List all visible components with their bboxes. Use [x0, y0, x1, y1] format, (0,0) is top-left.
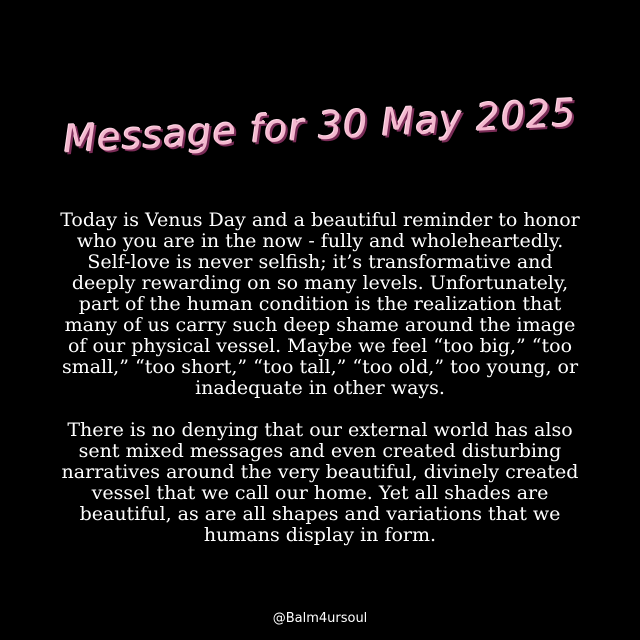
message-title: Message for 30 May 2025 [62, 90, 578, 162]
author-handle: @Balm4ursoul [272, 611, 368, 626]
message-paragraph-1: Today is Venus Day and a beautiful reminder to honor who you are in the now - fully and wholeheartedly. Self-love is never selfish; it’s transformative and deeply rewarding on so many levels. Unfortunately, part of the human condition is the realization that many of us carry such deep shame around the image of our physical vessel. Maybe we feel “too big,” “too small,” “too short,” “too tall,” “too old,” too young, or inadequate in other ways. [60, 209, 580, 399]
message-body [60, 210, 580, 546]
message-paragraph-2: There is no denying that our external world has also sent mixed messages and even created disturbing narratives around the very beautiful, divinely created vessel that we call our home. Yet all shades are beautiful, as are all shapes and variations that we humans display in form. [61, 419, 579, 546]
